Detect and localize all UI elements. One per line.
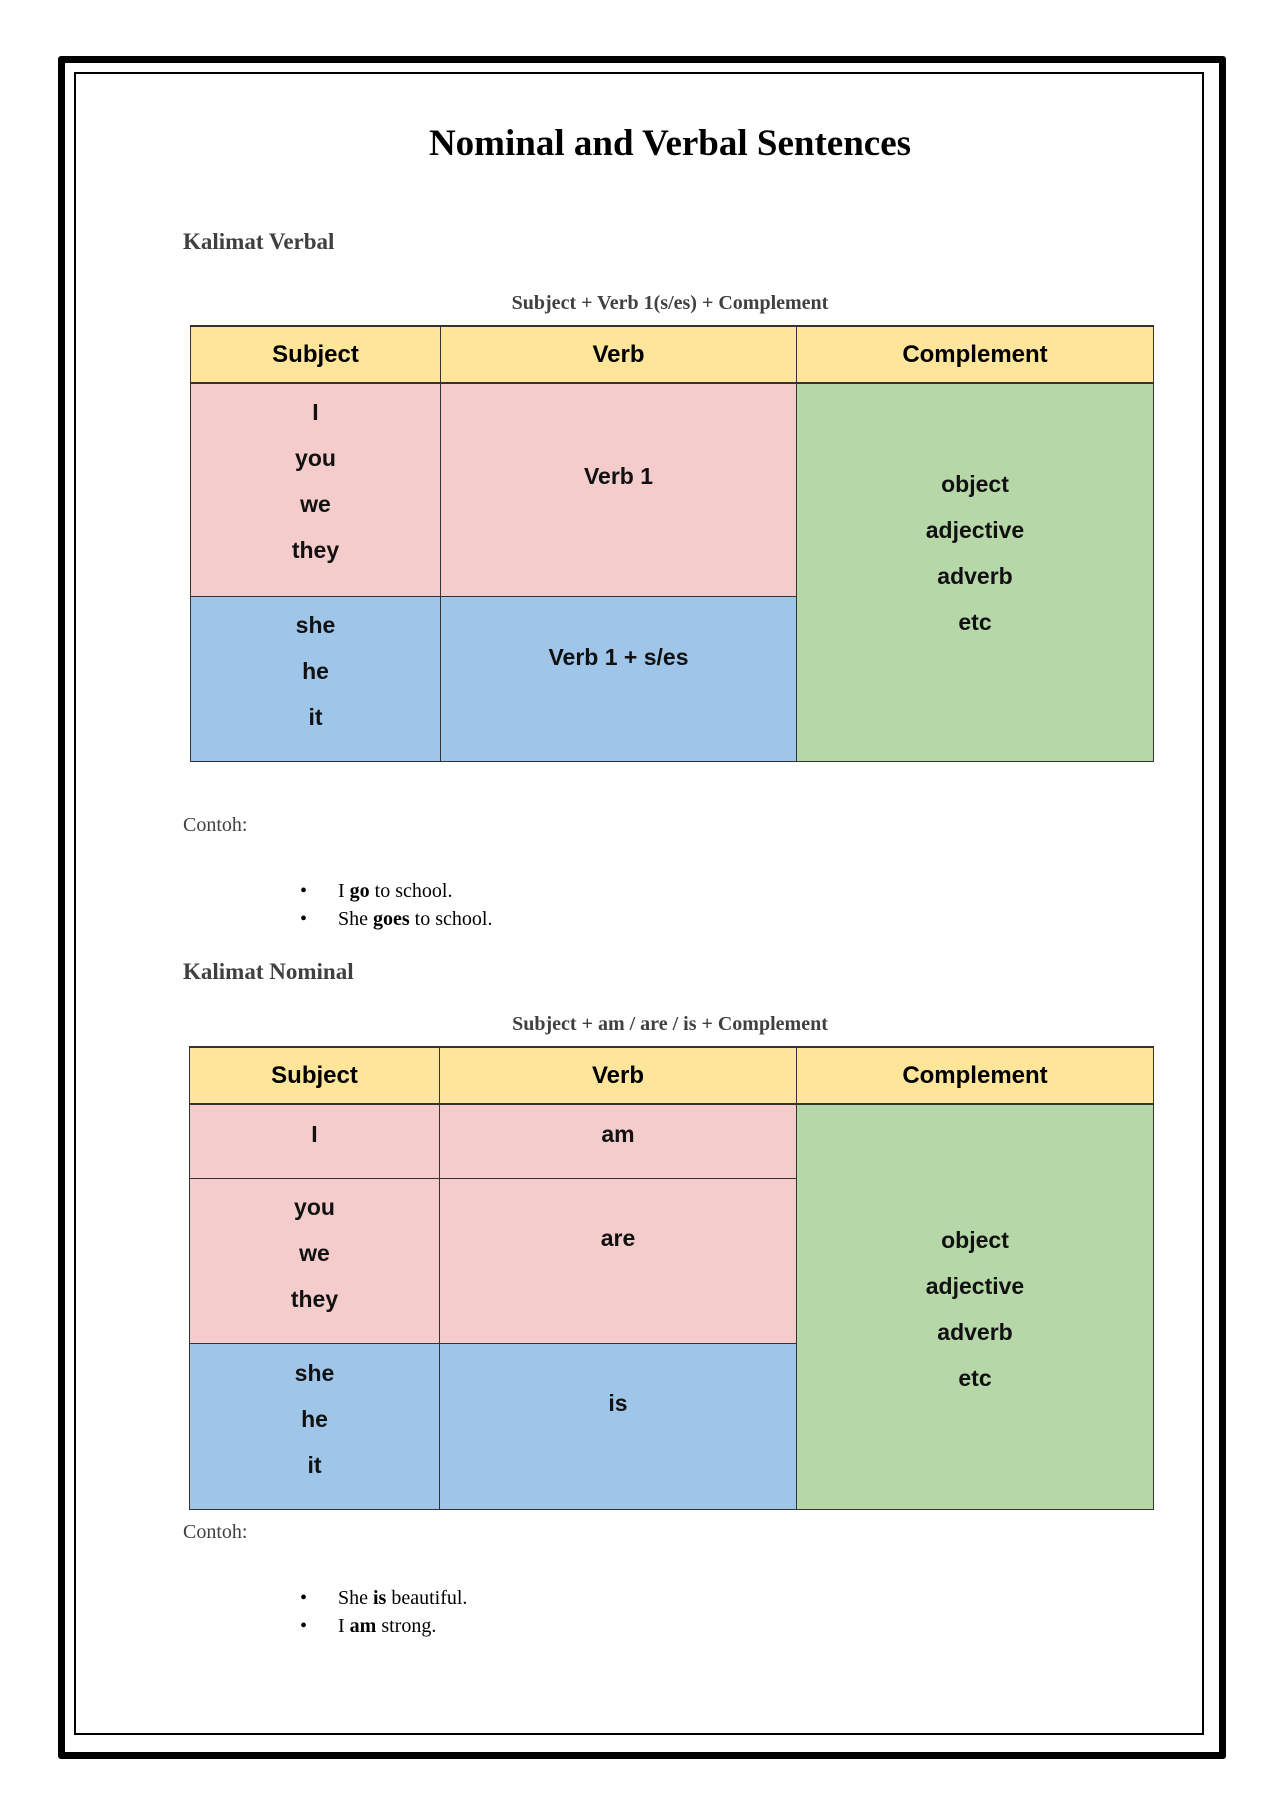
example-label: Contoh: bbox=[183, 814, 248, 836]
verb-1: am bbox=[601, 1121, 635, 1147]
subjects-list bbox=[190, 602, 441, 740]
header-complement: Complement bbox=[796, 1046, 1154, 1105]
header-subject: Subject bbox=[189, 1046, 440, 1105]
verbal-formula: Subject + Verb 1(s/es) + Complement bbox=[511, 292, 829, 314]
example-list bbox=[300, 1587, 467, 1643]
verbal-heading: Kalimat Verbal bbox=[183, 229, 335, 254]
complement: adverb bbox=[937, 563, 1013, 589]
complement: object bbox=[941, 1227, 1009, 1253]
cell-verb-3 bbox=[439, 1343, 797, 1510]
cell-verb-2 bbox=[439, 1178, 797, 1344]
verb-a: Verb 1 bbox=[583, 463, 654, 489]
complement: object bbox=[941, 471, 1009, 497]
subject: you bbox=[294, 1194, 335, 1220]
subject: it bbox=[307, 1452, 322, 1478]
subject: they bbox=[290, 1286, 339, 1312]
complement: etc bbox=[958, 609, 992, 635]
complement: etc bbox=[958, 1365, 992, 1391]
complement: adjective bbox=[925, 517, 1025, 543]
header-complement: Complement bbox=[796, 325, 1154, 384]
header-subject: Subject bbox=[190, 325, 441, 384]
subject: she bbox=[295, 612, 336, 638]
list-item: • I am strong. bbox=[300, 1615, 467, 1643]
nominal-formula: Subject + am / are / is + Complement bbox=[512, 1013, 828, 1035]
complement: adverb bbox=[937, 1319, 1013, 1345]
verb-2: are bbox=[600, 1225, 636, 1251]
list-item: • She is beautiful. bbox=[300, 1587, 467, 1615]
nominal-heading: Kalimat Nominal bbox=[183, 959, 354, 984]
subject: he bbox=[302, 658, 329, 684]
verb-3: is bbox=[608, 1390, 628, 1416]
subject: I bbox=[312, 399, 319, 425]
example-list bbox=[300, 880, 492, 936]
subjects-list bbox=[189, 1184, 440, 1322]
subject: you bbox=[295, 445, 336, 471]
complement: adjective bbox=[925, 1273, 1025, 1299]
complement-list bbox=[796, 461, 1154, 645]
subjects-list bbox=[190, 389, 441, 573]
subject: they bbox=[291, 537, 340, 563]
subject: she bbox=[294, 1360, 335, 1386]
subject: we bbox=[299, 1240, 330, 1266]
subject-1: I bbox=[311, 1121, 318, 1147]
subject: he bbox=[301, 1406, 328, 1432]
subject: it bbox=[308, 704, 323, 730]
subjects-list bbox=[189, 1350, 440, 1488]
subject: we bbox=[300, 491, 331, 517]
page-title: Nominal and Verbal Sentences bbox=[428, 123, 912, 164]
list-item: • I go to school. bbox=[300, 880, 492, 908]
list-item: • She goes to school. bbox=[300, 908, 492, 936]
example-label: Contoh: bbox=[183, 1521, 248, 1543]
complement-list bbox=[796, 1217, 1154, 1401]
header-verb: Verb bbox=[440, 325, 797, 384]
header-verb: Verb bbox=[439, 1046, 797, 1105]
verb-b: Verb 1 + s/es bbox=[548, 644, 689, 670]
